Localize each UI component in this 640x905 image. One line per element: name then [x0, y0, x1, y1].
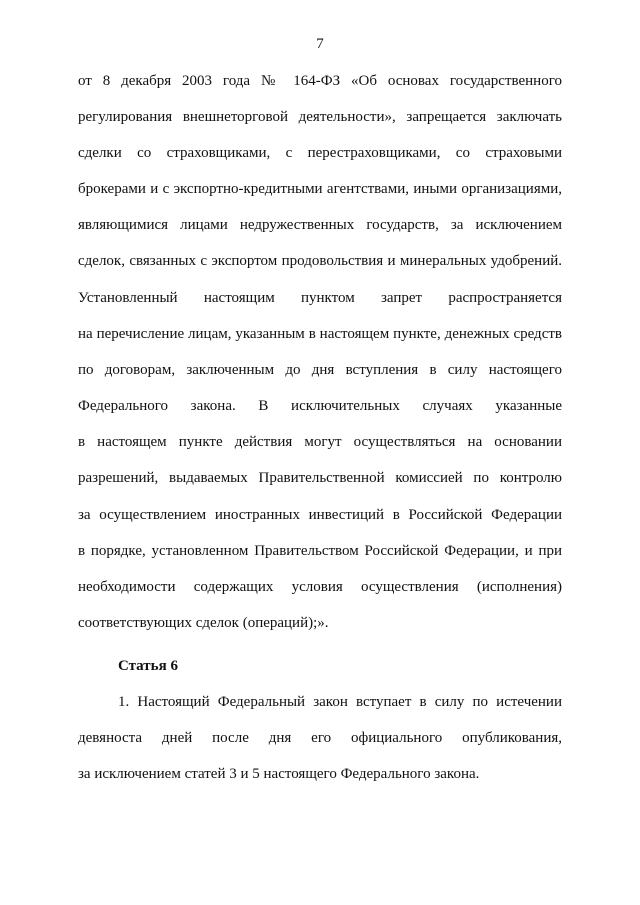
text-line: разрешений, выдаваемых Правительственной комиссией по контролю [78, 470, 562, 486]
text-line: на перечисление лицам, указанным в настоящем пункте, денежных средств [78, 326, 562, 342]
text-line: сделок, связанных с экспортом продовольствия и минеральных удобрений. [78, 253, 562, 269]
text-line: являющимися лицами недружественных государств, за исключением [78, 217, 562, 233]
text-line: за осуществлением иностранных инвестиций в Российской Федерации [78, 507, 562, 523]
text-line: регулирования внешнеторговой деятельности», запрещается заключать [78, 109, 562, 125]
article-heading: Статья 6 [118, 658, 178, 674]
text-line: соответствующих сделок (операций);». [78, 615, 329, 631]
text-line: необходимости содержащих условия осуществления (исполнения) [78, 579, 562, 595]
text-line: сделки со страховщиками, с перестраховщиками, со страховыми [78, 145, 562, 161]
text-line: Федерального закона. В исключительных случаях указанные [78, 398, 562, 414]
text-line: Установленный настоящим пунктом запрет распространяется [78, 290, 562, 306]
text-line: по договорам, заключенным до дня вступления в силу настоящего [78, 362, 562, 378]
text-line: девяноста дней после дня его официального опубликования, [78, 730, 562, 746]
text-line: брокерами и с экспортно-кредитными агентствами, иными организациями, [78, 181, 562, 197]
text-line: 1. Настоящий Федеральный закон вступает в силу по истечении [118, 694, 562, 710]
text-line: от 8 декабря 2003 года № 164-ФЗ «Об основах государственного [78, 73, 562, 89]
text-line: за исключением статей 3 и 5 настоящего Федерального закона. [78, 766, 480, 782]
text-line: в настоящем пункте действия могут осуществляться на основании [78, 434, 562, 450]
page-number: 7 [316, 36, 324, 52]
text-line: в порядке, установленном Правительством Российской Федерации, и при [78, 543, 562, 559]
